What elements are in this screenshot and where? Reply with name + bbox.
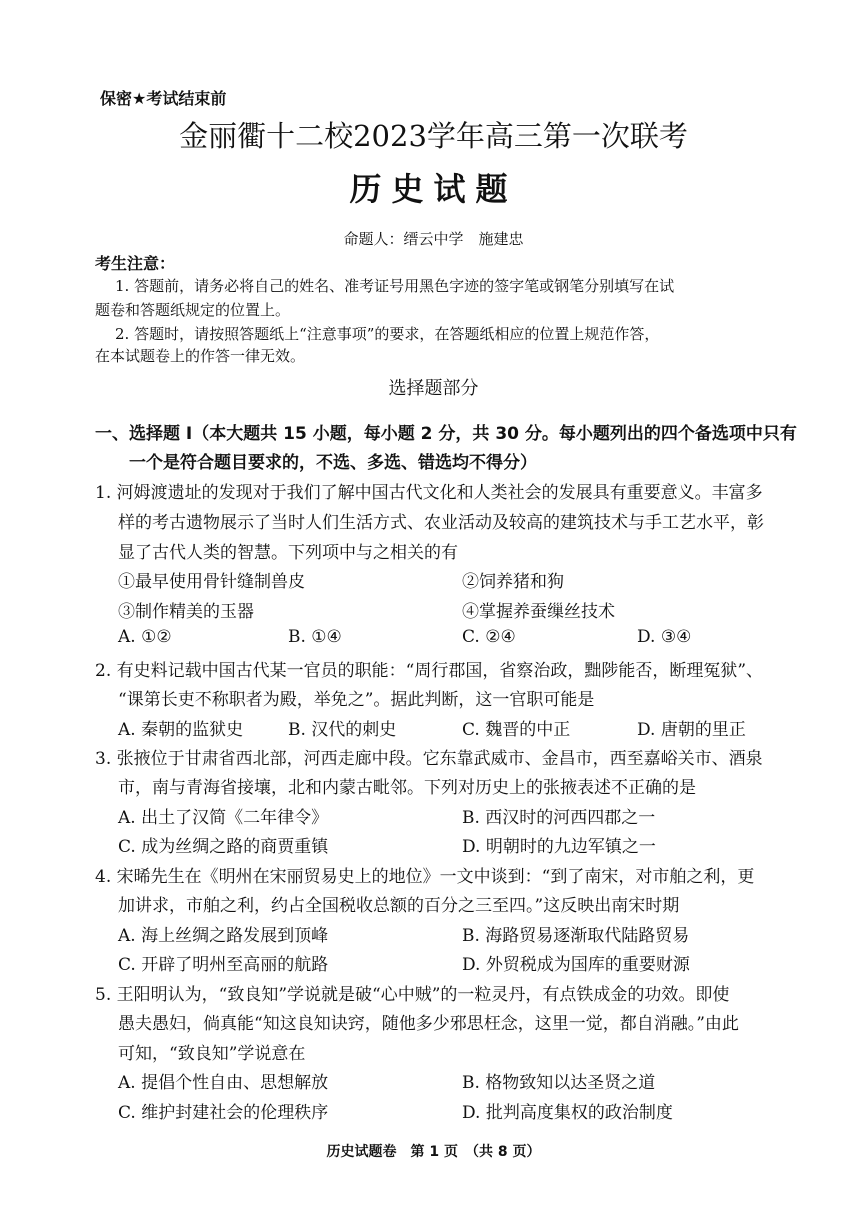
q1-statement-3: ③制作精美的玉器 [118,602,254,622]
notice-item-1-line-1: 1. 答题前，请务必将自己的姓名、准考证号用黑色字迹的签字笔或钢笔分别填写在试 [115,277,675,295]
q3-option-c: C. 成为丝绸之路的商贾重镇 [118,837,329,857]
exam-title: 金丽衢十二校2023学年高三第一次联考 [179,119,688,153]
q2-option-c: C. 魏晋的中正 [462,720,571,740]
author-line: 命题人：缙云中学 施建忠 [343,230,524,248]
notice-item-2-line-2: 在本试题卷上的作答一律无效。 [95,347,306,365]
q5-stem-line-2: 愚夫愚妇，倘真能“知这良知诀窍，随他多少邪思枉念，这里一觉，都自消融。”由此 [118,1014,739,1034]
q3-option-b: B. 西汉时的河西四郡之一 [462,808,656,828]
q1-stem-line-3: 显了古代人类的智慧。下列项中与之相关的有 [118,543,458,563]
q1-option-c: C. ②④ [462,627,516,647]
q5-stem-line-1: 5. 王阳明认为，“致良知”学说就是破“心中贼”的一粒灵丹，有点铁成金的功效。即使 [95,985,730,1005]
q5-option-c: C. 维护封建社会的伦理秩序 [118,1103,329,1123]
q1-stem-line-2: 样的考古遗物展示了当时人们生活方式、农业活动及较高的建筑技术与手工艺水平，彰 [118,513,764,533]
q2-option-d: D. 唐朝的里正 [637,720,746,740]
confidential-label: 保密★考试结束前 [100,89,227,108]
q3-stem-line-1: 3. 张掖位于甘肃省西北部，河西走廊中段。它东靠武威市、金昌市，西至嘉峪关市、酒泉 [95,749,763,769]
q3-stem-line-2: 市，南与青海省接壤，北和内蒙古毗邻。下列对历史上的张掖表述不正确的是 [118,778,696,798]
notice-heading: 考生注意： [95,254,176,273]
q4-option-a: A. 海上丝绸之路发展到顶峰 [118,926,329,946]
q4-option-b: B. 海路贸易逐渐取代陆路贸易 [462,926,690,946]
q2-option-b: B. 汉代的刺史 [288,720,397,740]
q2-stem-line-1: 2. 有史料记载中国古代某一官员的职能：“周行郡国，省察治政，黜陟能否，断理冤狱”、 [95,661,764,681]
q5-option-d: D. 批判高度集权的政治制度 [462,1103,673,1123]
q3-option-d: D. 明朝时的九边军镇之一 [462,837,656,857]
q1-option-a: A. ①② [118,627,172,647]
q2-stem-line-2: “课第长吏不称职者为殿，举免之”。据此判断，这一官职可能是 [118,690,595,710]
q4-option-d: D. 外贸税成为国库的重要财源 [462,955,690,975]
q1-statement-1: ①最早使用骨针缝制兽皮 [118,572,305,592]
notice-item-2-line-1: 2. 答题时，请按照答题纸上“注意事项”的要求，在答题纸相应的位置上规范作答， [115,325,660,343]
q1-statement-4: ④掌握养蚕缫丝技术 [462,602,615,622]
q2-option-a: A. 秦朝的监狱史 [118,720,244,740]
q1-option-d: D. ③④ [637,627,692,647]
q4-option-c: C. 开辟了明州至高丽的航路 [118,955,329,975]
q4-stem-line-1: 4. 宋晞先生在《明州在宋丽贸易史上的地位》一文中谈到：“到了南宋，对市舶之利，更 [95,867,755,887]
section-title: 选择题部分 [388,378,479,399]
q3-option-a: A. 出土了汉简《二年律令》 [118,808,329,828]
q5-option-a: A. 提倡个性自由、思想解放 [118,1073,329,1093]
q5-option-b: B. 格物致知以达圣贤之道 [462,1073,656,1093]
subject-title: 历史试题 [349,170,518,208]
section-heading-line-2: 一个是符合题目要求的，不选、多选、错选均不得分） [129,453,537,473]
q4-stem-line-2: 加讲求，市舶之利，约占全国税收总额的百分之三至四。”这反映出南宋时期 [118,896,680,916]
notice-item-1-line-2: 题卷和答题纸规定的位置上。 [95,301,291,319]
q1-statement-2: ②饲养猪和狗 [462,572,564,592]
q1-option-b: B. ①④ [288,627,342,647]
q5-stem-line-3: 可知，“致良知”学说意在 [118,1044,306,1064]
page-footer: 历史试题卷 第 1 页 （共 8 页） [326,1144,541,1160]
q1-stem-line-1: 1. 河姆渡遗址的发现对于我们了解中国古代文化和人类社会的发展具有重要意义。丰富多 [95,483,763,503]
section-heading-line-1: 一、选择题 I（本大题共 15 小题，每小题 2 分，共 30 分。每小题列出的四个备选项中只有 [95,424,797,444]
